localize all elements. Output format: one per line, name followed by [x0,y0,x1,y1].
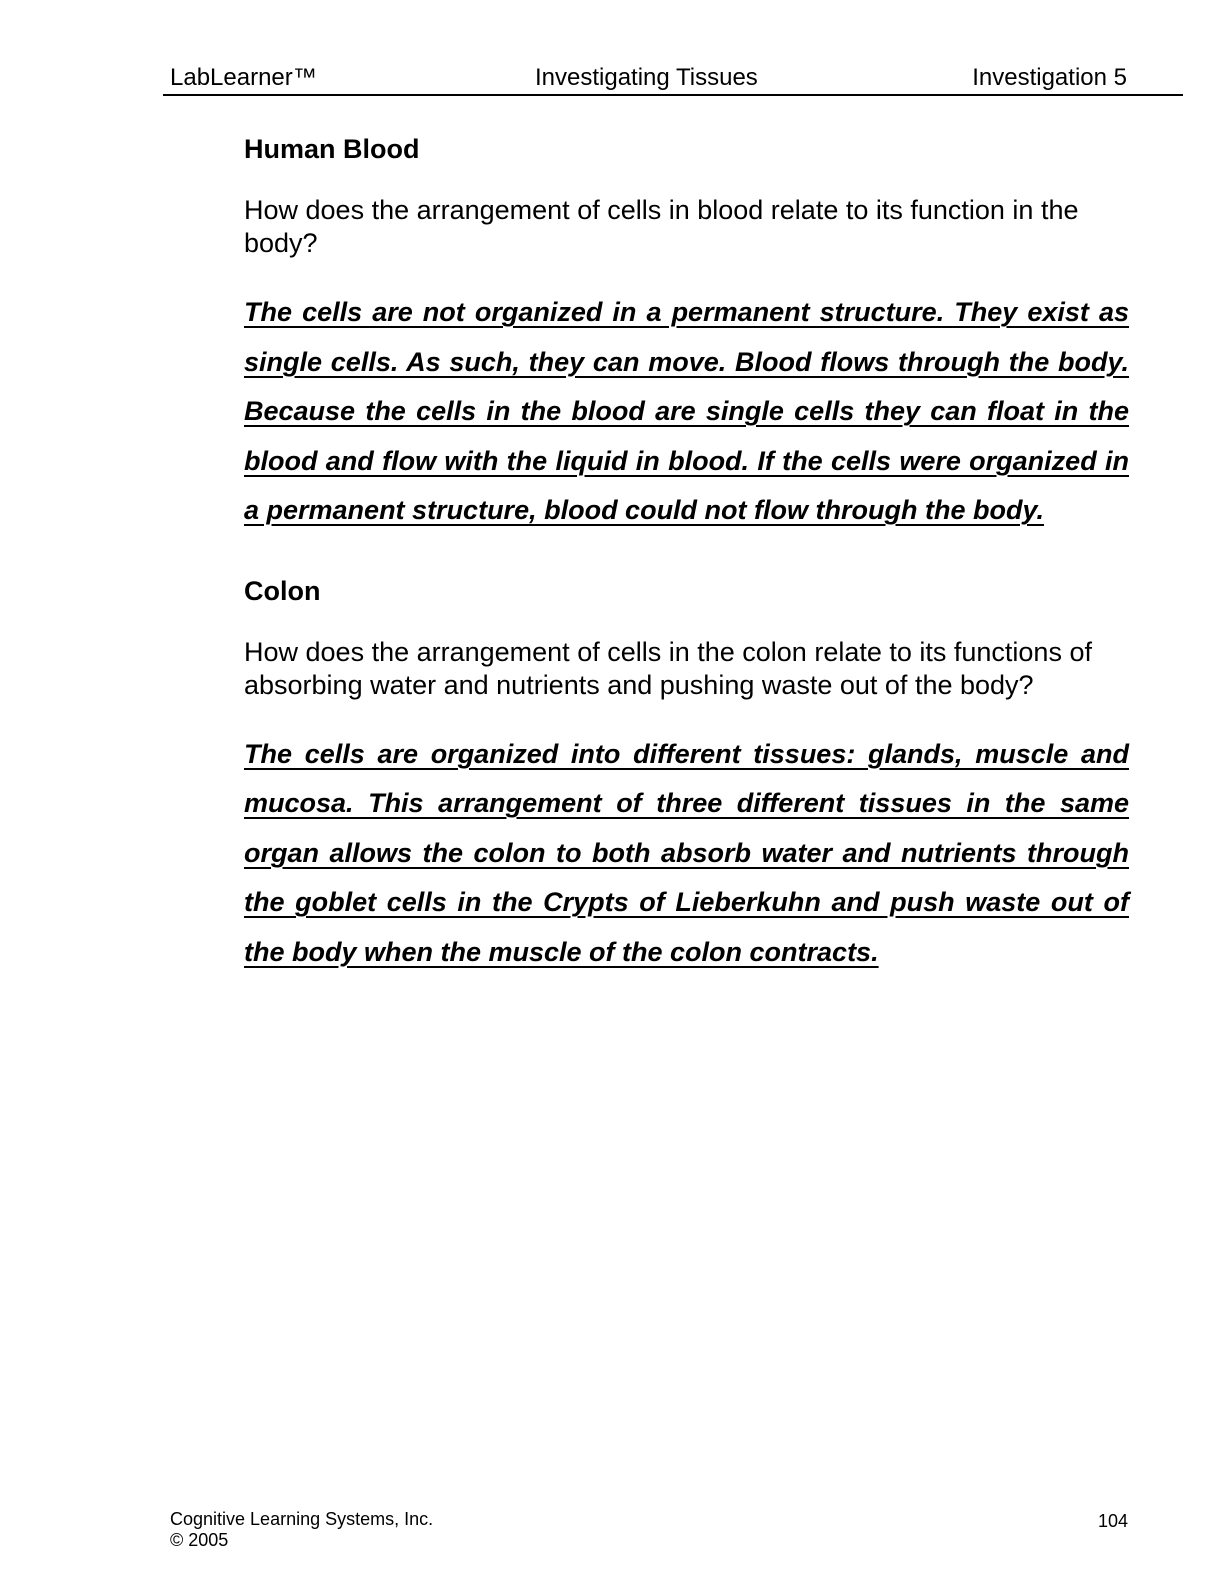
footer-company: Cognitive Learning Systems, Inc. [170,1509,434,1529]
page-header [163,62,1183,96]
page-number: 104 [1097,1511,1128,1531]
answer-text: The cells are organized into different tissues: glands, muscle and mucosa. This arrangement of three different tissues in the same organ allows the colon to both absorb water and nutrients through the goblet cells in the Crypts of Lieberkuhn and push waste out of the body when the muscle of the colon contracts. [244,738,1129,967]
question-text: How does the arrangement of cells in the colon relate to its functions of absorbing water and nutrients and pushing waste out of the body? [244,636,1092,700]
header-brand: LabLearner™ [170,64,317,91]
section-colon [244,574,1129,978]
answer-text: The cells are not organized in a permanent structure. They exist as single cells. As such, they can move. Blood flows through the body. Because the cells in the blood are single cells they can float in the blood and flow with the liquid in blood. If the cells were organized in a permanent structure, blood could not flow through the body. [244,297,1129,525]
footer-copyright: © 2005 [170,1530,229,1550]
footer-company-block [170,1509,433,1551]
section-title: Colon [244,575,321,606]
header-investigation: Investigation 5 [972,64,1127,91]
question-text: How does the arrangement of cells in blood relate to its function in the body? [244,195,1079,258]
section-title: Human Blood [244,134,420,164]
header-title: Investigating Tissues [535,64,758,91]
page-content [244,132,1129,977]
section-human-blood [244,132,1129,536]
